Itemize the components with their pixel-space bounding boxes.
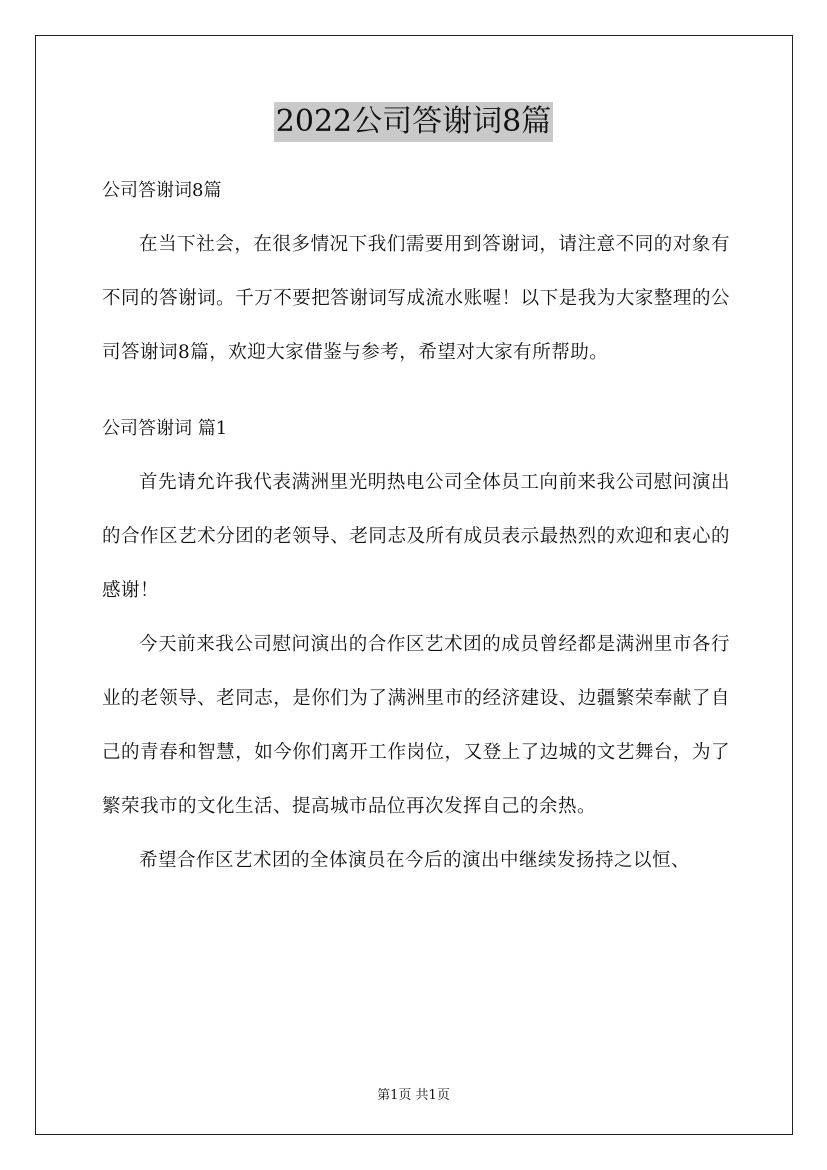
body-paragraph: 首先请允许我代表满洲里光明热电公司全体员工向前来我公司慰问演出的合作区艺术分团的老领导、老同志及所有成员表示最热烈的欢迎和衷心的感谢！ [102,472,730,601]
document-body [102,172,730,888]
title-wrap [0,102,827,142]
document-subtitle: 公司答谢词8篇 [102,180,222,201]
body-paragraph: 今天前来我公司慰问演出的合作区艺术团的成员曾经都是满洲里市各行业的老领导、老同志，是你们为了满洲里市的经济建设、边疆繁荣奉献了自己的青春和智慧，如今你们离开工作岗位，又登上了边城的文艺舞台，为了繁荣我市的文化生活、提高城市品位再次发挥自己的余热。 [102,634,730,817]
intro-paragraph: 在当下社会，在很多情况下我们需要用到答谢词，请注意不同的对象有不同的答谢词。千万不要把答谢词写成流水账喔！以下是我为大家整理的公司答谢词8篇，欢迎大家借鉴与参考，希望对大家有所帮助。 [102,234,730,363]
page-footer: 第1页 共1页 [377,1088,450,1103]
document-title: 2022公司答谢词8篇 [274,102,553,142]
body-paragraph: 希望合作区艺术团的全体演员在今后的演出中继续发扬持之以恒、 [139,850,691,871]
section-heading: 公司答谢词 篇1 [102,418,228,439]
